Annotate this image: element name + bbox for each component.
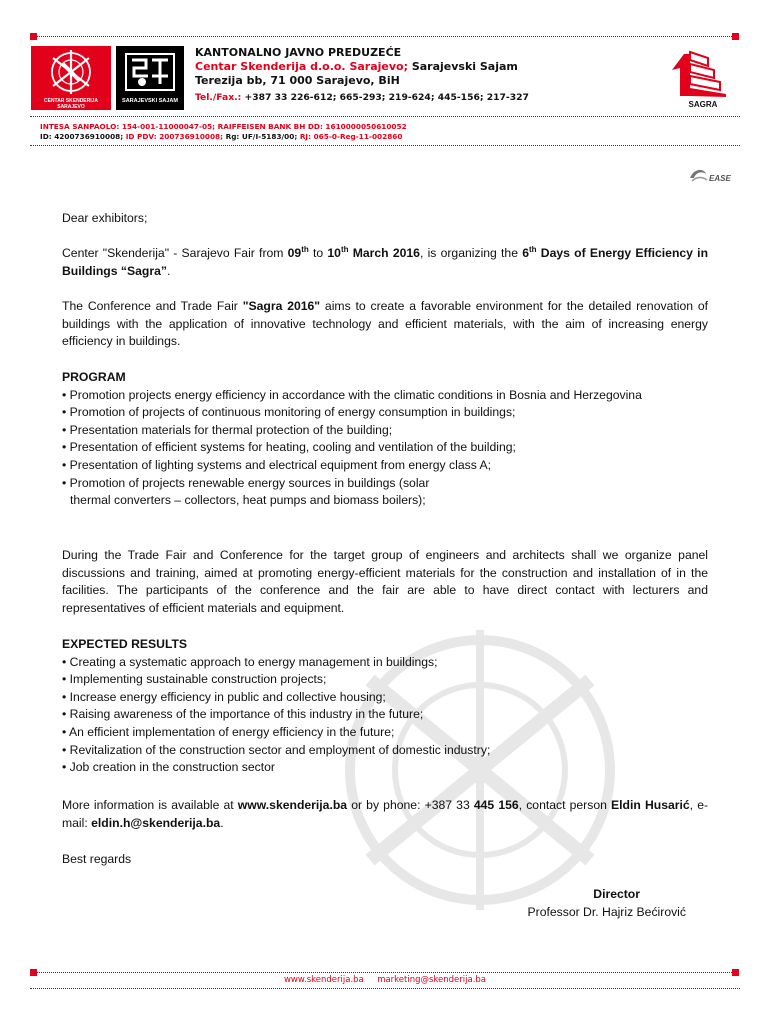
contact-text-4: , e-mail: [62, 798, 709, 830]
intro-paragraph [62, 245, 708, 280]
results-section [62, 636, 708, 777]
sajam-logo-caption: SARAJEVSKI SAJAM [122, 98, 178, 104]
bank-details [40, 122, 690, 142]
sagra-logo [668, 48, 730, 112]
contact-text-1: More information is available at [62, 798, 238, 812]
skenderija-emblem-icon [31, 46, 111, 98]
sagra-emblem-icon [668, 48, 730, 98]
edition-suffix: th [529, 245, 537, 254]
list-item: • Revitalization of the construction sector and employment of domestic industry; [62, 742, 491, 757]
signature-block [420, 886, 706, 921]
during-paragraph [62, 547, 708, 617]
end-date: 10 [327, 246, 341, 260]
header-address: Terezija bb, 71 000 Sarajevo, BiH [195, 74, 400, 87]
sarajevski-sajam-logo [116, 46, 184, 110]
end-date-month: March 2016 [348, 246, 420, 260]
bank-dotted-rule [30, 145, 740, 146]
bank-line-2 [40, 132, 690, 142]
conference-paragraph [62, 298, 708, 351]
skenderija-logo [31, 46, 111, 110]
signature-title: Director [593, 887, 640, 901]
contact-person: Eldin Husarić [611, 798, 690, 812]
footer-email[interactable]: marketing@skenderija.ba [377, 975, 487, 985]
registration-number: Rg: UF/I-5183/00; [225, 132, 300, 141]
ease-logo [688, 168, 740, 186]
results-list [62, 654, 708, 777]
ease-label: EASE [709, 174, 731, 183]
list-item: • Creating a systematic approach to energy management in buildings; [62, 654, 438, 669]
conference-text-1: The Conference and Trade Fair [62, 299, 243, 313]
contact-text-5: . [220, 815, 224, 830]
contact-paragraph [62, 797, 708, 832]
phone-value: +387 33 226-612; 665-293; 219-624; 445-156; 217-327 [241, 92, 529, 103]
id-number: ID: 4200736910008; [40, 132, 126, 141]
results-title: EXPECTED RESULTS [62, 637, 188, 651]
intro-text: Center "Skenderija" - Sarajevo Fair from [62, 246, 288, 260]
corner-mark-top-left [30, 33, 37, 40]
list-item: • Promotion of projects of continuous monitoring of energy consumption in buildings; [62, 405, 516, 420]
intro-to: to [308, 246, 328, 260]
header-line-2 [195, 60, 575, 74]
header-line-1: KANTONALNO JAVNO PREDUZEĆE [195, 46, 402, 59]
list-item: • Increase energy efficiency in public and collective housing; [62, 689, 386, 704]
header-dotted-rule [30, 116, 740, 117]
sajam-emblem-icon [116, 46, 184, 98]
footer-website[interactable]: www.skenderija.ba [283, 975, 364, 985]
footer-dotted-rule-top [37, 972, 732, 973]
contact-text-3: , contact person [518, 798, 612, 812]
program-list [62, 387, 708, 510]
greeting: Dear exhibitors; [62, 211, 148, 225]
letter-body [62, 210, 708, 228]
event-name: Days of Energy Efficiency in Buildings “Sagra” [62, 246, 709, 278]
fair-name: Sarajevski Sajam [408, 60, 518, 73]
signature-name: Professor Dr. Hajriz Bećirović [527, 904, 686, 919]
start-date: 09 [287, 246, 302, 260]
company-header [195, 46, 575, 105]
list-item: • Presentation of lighting systems and electrical equipment from energy class A; [62, 457, 492, 472]
during-text: During the Trade Fair and Conference for the target group of engineers and architects shall we organize panel discussions and training, aimed at promoting energy-efficient materials for the construction and installation of in the facilities. The participants of the conference and the fair are able to have direct contact with lecturers and representatives of efficient materials and equipment. [62, 548, 708, 615]
phone-number: 445 156 [473, 798, 519, 812]
list-item: • Job creation in the construction sector [62, 760, 275, 775]
closing [62, 851, 708, 869]
list-item: • Promotion projects energy efficiency in accordance with the climatic conditions in Bosnia and Herzegovina [62, 387, 642, 402]
header-phone [195, 91, 575, 105]
skenderija-logo-caption: CENTAR SKENDERIJA SARAJEVO [43, 98, 99, 110]
list-item: • Raising awareness of the importance of this industry in the future; [62, 707, 424, 722]
bank-line-1: INTESA SANPAOLO: 154-001-11000047-05; RAIFFEISEN BANK BH DD: 1610000050610052 [40, 122, 407, 131]
footer-contacts [0, 975, 770, 985]
start-date-suffix: th [301, 245, 309, 254]
website-link[interactable]: www.skenderija.ba [237, 798, 348, 812]
program-title: PROGRAM [62, 370, 126, 384]
intro-end: . [166, 263, 171, 278]
list-item: • Promotion of projects renewable energy sources in buildings (solar thermal converters – collectors, heat pumps and biomass boilers); [62, 475, 430, 508]
conference-name: "Sagra 2016" [242, 299, 321, 313]
phone-label: Tel./Fax.: [195, 92, 242, 103]
ease-swirl-icon [688, 168, 708, 184]
edition-number: 6 [522, 246, 529, 260]
list-item: • An efficient implementation of energy efficiency in the future; [62, 724, 395, 739]
list-item: • Presentation of efficient systems for heating, cooling and ventilation of the building; [62, 440, 516, 455]
conference-text-2: aims to create a favorable environment for the detailed renovation of buildings with the application of innovative technology and efficient materials, with the aim of increasing energy efficiency in buildings. [62, 299, 709, 349]
list-item: • Presentation materials for thermal protection of the building; [62, 422, 393, 437]
intro-organizing: , is organizing the [419, 246, 523, 260]
program-section [62, 369, 708, 510]
end-date-suffix: th [340, 245, 349, 254]
best-regards: Best regards [62, 852, 132, 866]
vat-number: ID PDV: 200736910008; [125, 132, 226, 141]
rj-number: RJ: 065-0-Reg-11-002860 [299, 132, 403, 141]
list-item: • Implementing sustainable construction projects; [62, 672, 327, 687]
email-link[interactable]: eldin.h@skenderija.ba [91, 815, 221, 830]
top-dotted-rule [37, 36, 732, 37]
company-name: Centar Skenderija d.o.o. Sarajevo; [195, 60, 408, 73]
corner-mark-top-right [732, 33, 739, 40]
contact-text-2: or by phone: +387 33 [347, 798, 474, 812]
sagra-caption: SAGRA [688, 100, 718, 109]
footer-dotted-rule-bottom [30, 988, 740, 989]
